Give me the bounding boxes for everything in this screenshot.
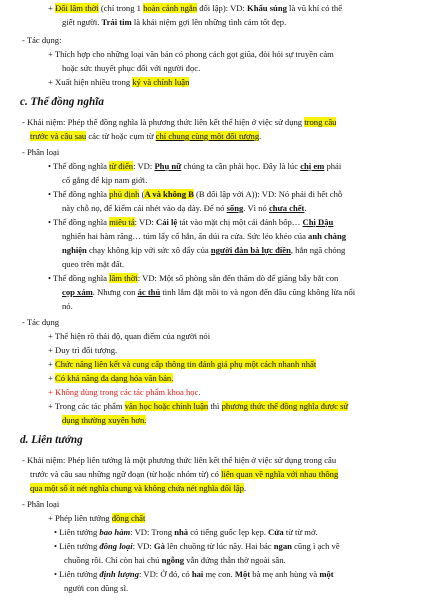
text-segment: đồng chất <box>111 513 146 523</box>
text-segment: • Liên tưởng <box>54 527 100 537</box>
text-segment: nhà <box>174 527 189 537</box>
text-line <box>62 174 147 187</box>
text-segment: cọp xám <box>62 287 93 297</box>
text-line <box>48 344 117 357</box>
text-segment: : VD: Một số phòng sẵn đến thăm dò để giăng bẫy bắt con <box>137 273 339 283</box>
text-line <box>22 146 59 159</box>
text-segment: . <box>243 483 247 493</box>
text-segment: cố gắng để kịp nam giới. <box>62 175 148 185</box>
text-segment: trước và câu sau những ngữ đoạn (từ hoặc nhóm từ) có <box>30 469 222 479</box>
text-line <box>30 468 338 481</box>
text-line <box>62 258 124 271</box>
text-line <box>22 498 59 511</box>
text-segment: phương thức thế đồng nghĩa được sử <box>221 401 349 411</box>
text-line <box>62 16 286 29</box>
text-segment: vẫn đứng thẫn thờ ngoài sân. <box>184 555 286 565</box>
text-segment: + Thể hiện rõ thái độ, quan điểm của người nói <box>48 331 211 341</box>
text-segment: Chức năng liên kết và cung cấp thông tin đánh giá phụ một cách nhanh nhất <box>55 359 317 369</box>
text-segment: nó. <box>62 301 73 311</box>
text-line <box>20 434 83 447</box>
text-segment: phủ định <box>109 189 140 199</box>
text-line <box>54 526 318 539</box>
text-segment: giết người. <box>62 17 102 27</box>
text-segment: hoặc sức thuyết phục đối với người đọc. <box>62 63 201 73</box>
text-segment: phải <box>324 161 342 171</box>
text-segment: chuồng rồi. Chỉ còn hai chú <box>64 555 162 565</box>
text-segment: Có khả năng đa dạng hóa văn bản. <box>55 373 174 383</box>
text-segment: • Liên tưởng <box>54 541 100 551</box>
text-segment: ngỗng <box>161 555 185 565</box>
text-segment: - Tác dụng <box>22 317 60 327</box>
text-line <box>30 130 261 143</box>
text-segment: có tiếng guốc lẹp kẹp. <box>188 527 269 537</box>
text-segment: - Khái niệm: Phép liên tưởng là một phương thức liên kết thể hiện ở việc sử dụng trong câu <box>22 455 337 465</box>
text-segment: + Xuất hiện nhiều trong <box>48 77 133 87</box>
text-segment: Trái tim <box>101 17 132 27</box>
text-line <box>64 582 128 595</box>
text-segment: queo trên mặt đất. <box>62 259 125 269</box>
text-line <box>62 230 346 243</box>
text-segment: • Thể đồng nghĩa <box>48 189 110 199</box>
text-segment: cũng ì ạch về <box>291 541 340 551</box>
text-segment: : VD: Ở đó, có <box>139 569 192 579</box>
text-segment: các từ hoặc cụm từ <box>86 131 156 141</box>
text-segment: đối lập): VD: <box>197 3 248 13</box>
text-segment: chưa chết <box>268 203 305 213</box>
text-segment: định lượng <box>99 569 140 579</box>
text-line <box>48 160 341 173</box>
text-line <box>54 568 334 581</box>
text-segment: chỉ chung cùng một đối tượng <box>155 131 260 141</box>
text-segment: trong câu <box>304 117 337 127</box>
text-line <box>20 96 104 109</box>
text-segment: + <box>48 373 55 383</box>
text-segment: là vũ khí có thể <box>286 3 343 13</box>
text-segment: A và không B <box>144 189 194 199</box>
text-segment: tát vào mặt chị một cái đánh bốp… <box>177 217 303 227</box>
text-segment: . <box>259 131 262 141</box>
text-segment: liên quan về nghĩa với nhau thông <box>221 469 339 479</box>
text-line <box>48 400 348 413</box>
text-segment: thì <box>208 401 222 411</box>
text-line <box>62 414 146 427</box>
text-segment: nghiện <box>62 245 87 255</box>
text-segment: đồng loại <box>99 541 133 551</box>
text-segment: ký và chính luận <box>132 77 190 87</box>
text-segment: nghiến hai hàm răng… túm lấy cổ hắn, ấn dúi ra cửa. Sức lẻo khẻo của <box>62 231 309 241</box>
text-segment: bao hàm <box>99 527 131 537</box>
text-segment: văn học hoặc chính luận <box>124 401 209 411</box>
text-segment: . Nhưng con <box>92 287 138 297</box>
text-line <box>48 188 342 201</box>
text-segment: Đối lâm thời <box>55 3 99 13</box>
text-segment: người con dũng sĩ. <box>64 583 129 593</box>
text-segment: lâm thời <box>109 273 138 283</box>
text-segment: anh chàng <box>308 231 347 241</box>
text-segment: - Phân loại <box>22 147 60 157</box>
text-line <box>48 372 173 385</box>
text-segment: • Thể đồng nghĩa <box>48 217 110 227</box>
text-segment: + Phép liên tưởng <box>48 513 112 523</box>
text-line <box>62 244 345 257</box>
text-segment: dụng thường xuyên hơn. <box>62 415 147 425</box>
text-segment: : VD: <box>133 161 155 171</box>
text-segment: • Thể đồng nghĩa <box>48 273 110 283</box>
text-segment: mẹ con. <box>203 569 235 579</box>
text-line <box>48 48 334 61</box>
text-segment: + Không dùng trong các tác phẩm khoa học. <box>48 387 201 397</box>
text-segment: này chỗ nọ, để kiểm cái nhét vào dạ dày. Để nó <box>62 203 227 213</box>
text-segment: + Trong các tác phẩm <box>48 401 125 411</box>
text-segment: từ điển <box>109 161 134 171</box>
text-line <box>48 216 333 229</box>
text-segment: trước và câu sau <box>30 131 87 141</box>
text-line <box>48 76 189 89</box>
text-line <box>22 34 61 47</box>
text-line <box>48 358 316 371</box>
text-line <box>64 554 286 567</box>
text-line <box>62 286 355 299</box>
text-line <box>22 454 336 467</box>
text-line <box>62 202 307 215</box>
text-segment: • Liên tưởng <box>54 569 100 579</box>
text-segment: . <box>304 203 307 213</box>
text-segment: ngan <box>273 541 292 551</box>
text-line <box>62 300 73 313</box>
text-segment: : VD: Trong <box>130 527 175 537</box>
text-segment: • Thể đồng nghĩa <box>48 161 110 171</box>
text-segment: miêu tả <box>109 217 135 227</box>
text-segment: chạy không kịp với sức xô đẩy của <box>86 245 211 255</box>
text-segment: (chỉ trong 1 <box>98 3 144 13</box>
text-segment: + Thích hợp cho những loại văn bản có phong cách gọt giũa, đòi hỏi sự truyền cảm <box>48 49 334 59</box>
text-segment: qua một số ít nét nghĩa chung và không chứa nét nghĩa đối lập <box>30 483 244 493</box>
text-line <box>48 2 342 15</box>
text-segment: chúng ta cần phải học. Đây là lúc <box>181 161 301 171</box>
text-segment: Cửa <box>268 527 284 537</box>
text-segment: chị em <box>300 161 325 171</box>
text-segment: - Phân loại <box>22 499 60 509</box>
text-segment: : VD: <box>132 541 154 551</box>
text-segment: Gà <box>153 541 165 551</box>
text-segment: ( <box>139 189 145 199</box>
text-segment: c. Thể đồng nghĩa <box>20 96 104 108</box>
text-segment: - Khái niệm: Phép thế đồng nghĩa là phương thức liên kết thể hiện ở việc sử dụng <box>22 117 305 127</box>
text-segment: Khẩu súng <box>247 3 287 13</box>
text-segment: sống <box>226 203 244 213</box>
text-segment: . Vì nó <box>243 203 269 213</box>
text-segment: Chị Dậu <box>302 217 334 227</box>
text-line <box>30 482 246 495</box>
text-segment: ác thú <box>137 287 161 297</box>
text-segment: , hắn ngã chỏng <box>290 245 346 255</box>
text-segment: từ từ mở. <box>283 527 318 537</box>
text-line <box>48 272 338 285</box>
text-line <box>62 62 200 75</box>
text-segment: : VD: <box>134 217 156 227</box>
text-segment: + <box>48 359 55 369</box>
text-line <box>48 386 201 399</box>
text-segment: hai <box>191 569 204 579</box>
text-line <box>22 116 336 129</box>
text-segment: (B đối lập với A)): VD: Nó phải đi hết chỗ <box>193 189 343 199</box>
text-segment: d. Liên tưởng <box>20 434 83 446</box>
text-line <box>48 330 210 343</box>
text-segment: là khái niệm gợi lên những tình cảm tốt đẹp. <box>131 17 287 27</box>
text-segment: hoàn cảnh ngắn <box>143 3 198 13</box>
text-segment: lên chuồng từ lúc nãy. Hai bác <box>164 541 274 551</box>
text-segment: người đàn bà lực điền <box>210 245 291 255</box>
text-line <box>48 512 145 525</box>
text-segment: - Tác dụng: <box>22 35 62 45</box>
text-segment: Một <box>234 569 251 579</box>
text-line <box>54 540 340 553</box>
text-segment: một <box>319 569 334 579</box>
text-segment: Cái lệ <box>155 217 178 227</box>
text-segment: + Duy trì đối tượng. <box>48 345 118 355</box>
text-segment: tinh lắm đặt mồi to và ngon đến đâu cũng không lừa nổi <box>160 287 356 297</box>
text-segment: Phụ nữ <box>154 161 182 171</box>
text-segment: + <box>48 3 55 13</box>
text-line <box>22 316 59 329</box>
text-segment: bà mẹ anh hùng và <box>250 569 320 579</box>
